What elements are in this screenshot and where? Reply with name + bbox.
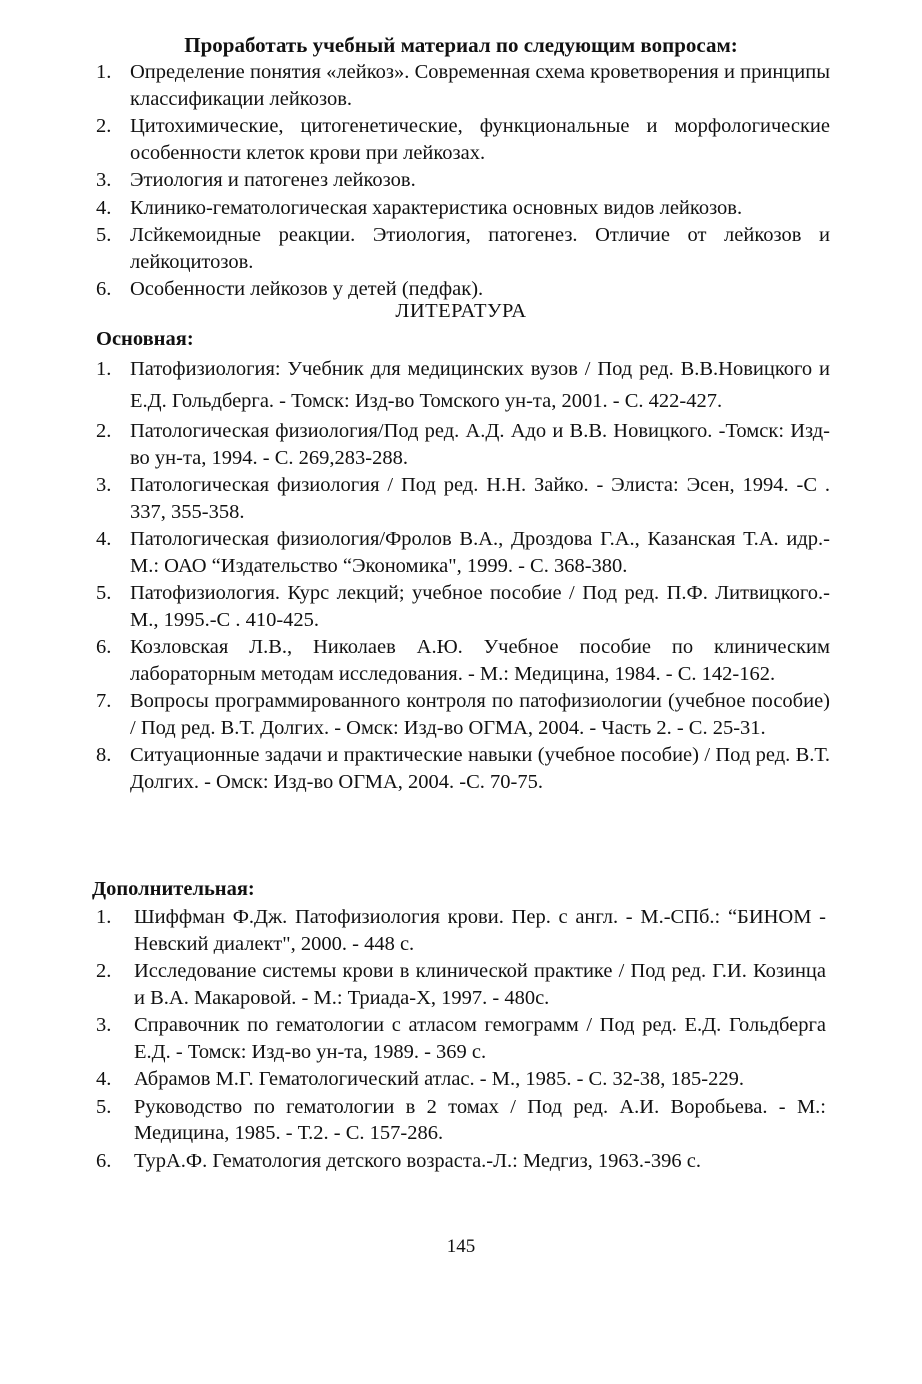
list-item <box>96 904 826 957</box>
item-number: 2. <box>96 960 112 982</box>
literature-title: ЛИТЕРАТУРА <box>395 300 527 322</box>
item-number: 5. <box>96 1095 112 1118</box>
list-item <box>96 688 830 741</box>
item-number: 3. <box>96 1014 112 1036</box>
item-text: Козловская Л.В., Николаев А.Ю. Учебное пособие по клиническим лабораторным методам исследования. - М.: Медицина, 1984. - С. 142-162. <box>130 636 830 685</box>
list-item <box>96 195 830 222</box>
main-literature-label: Основная: <box>96 328 194 350</box>
item-number: 1. <box>96 358 112 380</box>
item-text: Патофизиология: Учебник для медицинских вузов / Под ред. В.В.Новицкого и Е.Д. Гольдберга. - Томск: Изд-во Томского ун-та, 2001. - С. 422-427. <box>130 358 830 412</box>
list-item <box>96 1012 826 1065</box>
item-number: 4. <box>96 1068 112 1090</box>
item-number: 6. <box>96 636 112 658</box>
item-text: Руководство по гематологии в 2 томах / Под ред. А.И. Воробьева. - М.: Медицина, 1985. - Т.2. - С. 157-286. <box>134 1095 826 1144</box>
item-text: Абрамов М.Г. Гематологический атлас. - М., 1985. - С. 32-38, 185-229. <box>134 1068 744 1090</box>
list-item <box>96 59 830 112</box>
list-item <box>96 634 830 687</box>
item-text: Патофизиология. Курс лекций; учебное пособие / Под ред. П.Ф. Литвицкого.-М., 1995.-С . 410-425. <box>130 582 830 631</box>
additional-literature-label: Дополнительная: <box>92 878 255 900</box>
list-item <box>96 1148 826 1175</box>
item-number: 7. <box>96 690 112 712</box>
questions-list <box>96 59 830 303</box>
list-item <box>96 742 830 795</box>
list-item <box>96 580 830 633</box>
item-text: Особенности лейкозов у детей (педфак). <box>130 278 484 300</box>
item-number: 5. <box>96 582 112 604</box>
item-number: 4. <box>96 196 112 219</box>
item-number: 6. <box>96 278 112 300</box>
list-item <box>96 472 830 525</box>
item-text: Справочник по гематологии с атласом гемограмм / Под ред. Е.Д. Гольдберга Е.Д. - Томск: Изд-во ун-та, 1989. - 369 с. <box>134 1014 826 1063</box>
list-item <box>96 167 830 194</box>
item-number: 4. <box>96 528 112 550</box>
item-number: 1. <box>96 61 112 83</box>
item-number: 3. <box>96 169 112 191</box>
item-number: 1. <box>96 906 112 928</box>
item-text: Цитохимические, цитогенетические, функциональные и морфологические особенности клеток крови при лейкозах. <box>130 115 830 164</box>
item-text: Патологическая физиология/Фролов В.А., Дроздова Г.А., Казанская Т.А. идр.- М.: ОАО “Издательство “Экономика", 1999. - С. 368-380. <box>130 528 830 577</box>
item-text: Ситуационные задачи и практические навыки (учебное пособие) / Под ред. В.Т. Долгих. - Омск: Изд-во ОГМА, 2004. -С. 70-75. <box>130 744 830 793</box>
item-number: 2. <box>96 115 112 137</box>
list-item <box>96 526 830 579</box>
item-text: Вопросы программированного контроля по патофизиологии (учебное пособие) / Под ред. В.Т. Долгих. - Омск: Изд-во ОГМА, 2004. - Часть 2. - С. 25-31. <box>130 690 830 739</box>
item-number: 2. <box>96 420 112 442</box>
item-text: ТурА.Ф. Гематология детского возраста.-Л.: Медгиз, 1963.-396 с. <box>134 1149 701 1172</box>
list-item <box>96 1094 826 1147</box>
item-number: 6. <box>96 1149 112 1172</box>
list-item <box>96 113 830 166</box>
item-text: Лсйкемоидные реакции. Этиология, патогенез. Отличие от лейкозов и лейкоцитозов. <box>130 224 830 273</box>
list-item <box>96 222 830 275</box>
additional-references-list <box>96 904 826 1174</box>
item-text: Патологическая физиология / Под ред. Н.Н. Зайко. - Элиста: Эсен, 1994. -С . 337, 355-358. <box>130 474 830 523</box>
item-text: Патологическая физиология/Под ред. А.Д. Адо и В.В. Новицкого. -Томск: Изд-во ун-та, 1994. - С. 269,283-288. <box>130 420 830 469</box>
main-references-list <box>96 353 830 795</box>
questions-heading: Проработать учебный материал по следующим вопросам: <box>184 33 738 57</box>
item-number: 8. <box>96 744 112 766</box>
list-item <box>96 1066 826 1093</box>
item-text: Этиология и патогенез лейкозов. <box>130 169 416 191</box>
item-number: 3. <box>96 474 112 496</box>
item-text: Клинико-гематологическая характеристика основных видов лейкозов. <box>130 196 743 219</box>
item-number: 5. <box>96 224 112 246</box>
page-number: 145 <box>446 1236 476 1257</box>
list-item <box>96 353 830 417</box>
list-item <box>96 418 830 471</box>
list-item <box>96 958 826 1011</box>
item-text: Определение понятия «лейкоз». Современная схема кроветворения и принципы классификации лейкозов. <box>130 61 830 110</box>
item-text: Шиффман Ф.Дж. Патофизиология крови. Пер. с англ. - М.-СПб.: “БИНОМ - Невский диалект", 2000. - 448 с. <box>134 906 826 955</box>
item-text: Исследование системы крови в клинической практике / Под ред. Г.И. Козинца и В.А. Макаровой. - М.: Триада-Х, 1997. - 480с. <box>134 960 826 1009</box>
